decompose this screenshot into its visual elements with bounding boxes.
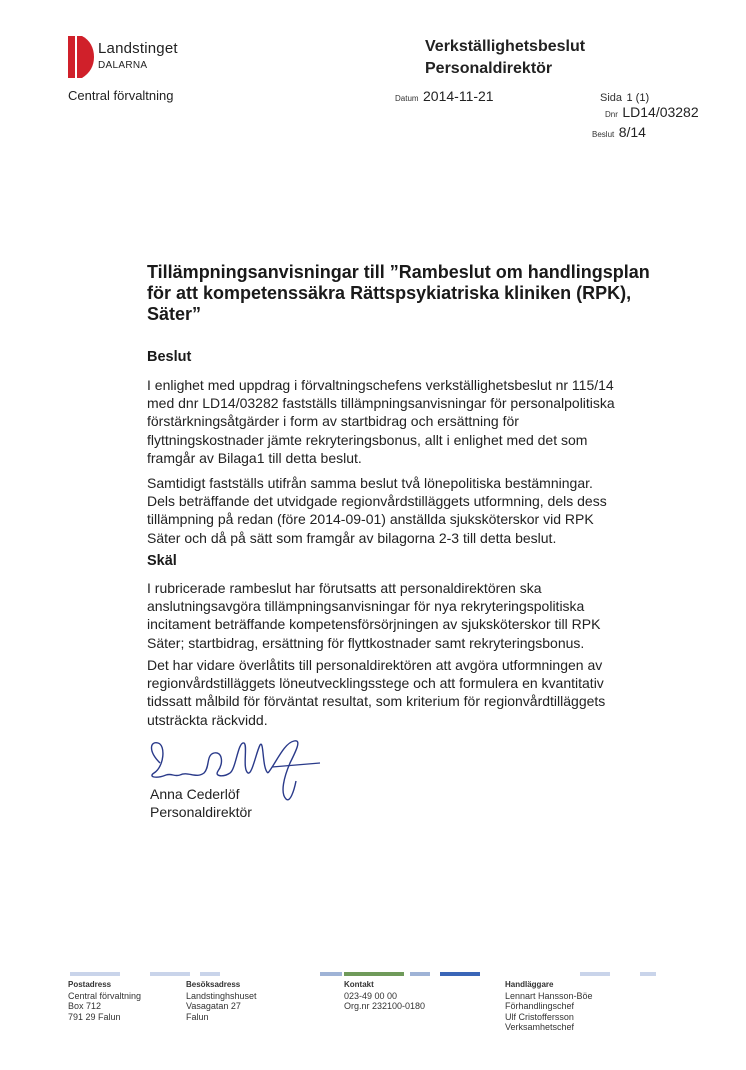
footer-line: 791 29 Falun [68, 1011, 121, 1022]
footer-line: Landstinghshuset [186, 990, 257, 1001]
paragraph-line: flyttningskostnader jämte rekryteringsbonus, allt i enlighet med det som [147, 431, 588, 448]
paragraph-line: Säter och då på sätt som framgår av bilagorna 2-3 till detta beslut. [147, 529, 557, 546]
decision-number-field [592, 124, 646, 142]
document-type: Verkställighetsbeslut [425, 38, 586, 55]
footer-rule [200, 972, 220, 976]
footer-line: 023-49 00 00 [344, 990, 398, 1001]
paragraph-line: tidssatt målbild för förväntat resultat, som kriterium för regionvårdtilläggets [147, 693, 606, 710]
footer-line: Box 712 [68, 1001, 102, 1011]
footer-rule [344, 972, 404, 976]
document-title [147, 262, 667, 325]
paragraph-line: Det har vidare överlåtits till personaldirektören att avgöra utformningen av [147, 657, 603, 673]
footer-label: Besöksadress [186, 980, 241, 989]
dnr-value: LD14/03282 [622, 104, 699, 120]
footer-label: Kontakt [344, 980, 374, 989]
logo-subtitle: DALARNA [98, 60, 148, 71]
title-line: för att kompetenssäkra Rättspsykiatriska kliniken (RPK), [147, 283, 632, 303]
dnr-field [605, 104, 699, 122]
paragraph-line: anslutningsavgöra tillämpningsanvisningar för nya rekryteringspolitiska [147, 598, 585, 615]
date-value: 2014-11-21 [423, 88, 494, 104]
landstinget-logo-mark [68, 36, 94, 78]
paragraph-line: regionvårdstilläggets löneutvecklingsstege och att formulera en kvantitativ [147, 675, 604, 692]
paragraph-line: I enlighet med uppdrag i förvaltningschefens verkställighetsbeslut nr 115/14 [147, 377, 614, 393]
document-role: Personaldirektör [425, 60, 553, 77]
footer-line: Ulf Cristoffersson [505, 1011, 574, 1022]
logo-name: Landstinget [98, 40, 178, 57]
decision-number-label: Beslut [592, 130, 615, 139]
paragraph-line: Säter; startbidrag, ersättning för flyttkostnader samt rekryteringsbonus. [147, 634, 585, 651]
paragraph-4 [147, 656, 605, 729]
date-label: Datum [395, 94, 419, 103]
title-line: Tillämpningsanvisningar till ”Rambeslut om handlingsplan [147, 262, 650, 282]
paragraph-line: framgår av Bilaga1 till detta beslut. [147, 449, 362, 466]
signatory-title: Personaldirektör [150, 804, 252, 820]
page-value: 1 (1) [626, 92, 650, 104]
footer-line: Lennart Hansson-Böe [505, 990, 593, 1001]
footer-line: Verksamhetschef [505, 1022, 575, 1032]
footer-line: Org.nr 232100-0180 [344, 1001, 426, 1011]
section-heading-skal: Skäl [147, 553, 177, 569]
footer-label: Handläggare [505, 980, 554, 989]
section-heading-beslut: Beslut [147, 349, 192, 365]
footer-rule [440, 972, 480, 976]
decision-number-value: 8/14 [618, 124, 646, 140]
footer-line: Vasagatan 27 [186, 1001, 241, 1011]
paragraph-line: utsträckta räckvidd. [147, 711, 268, 728]
footer-postal-address [68, 980, 141, 1022]
footer-line: Förhandlingschef [505, 1001, 575, 1011]
paragraph-line: med dnr LD14/03282 fastställs tillämpningsanvisningar för personalpolitiska [147, 395, 615, 412]
paragraph-line: Samtidigt fastställs utifrån samma beslut två lönepolitiska bestämningar. [147, 475, 593, 491]
title-line: Säter” [147, 304, 202, 324]
landstinget-logo [68, 36, 188, 82]
footer-rule [580, 972, 610, 976]
page-label: Sida [600, 92, 623, 104]
paragraph-line: tillämpning på redan (före 2014-09-01) anställda sjuksköterskor vid RPK [147, 511, 594, 528]
paragraph-1 [147, 376, 615, 467]
footer-handler [505, 980, 593, 1033]
footer-rule [410, 972, 430, 976]
paragraph-2 [147, 474, 607, 547]
paragraph-line: förstärkningsåtgärder i form av startbidrag och ersättning för [147, 413, 519, 430]
department: Central förvaltning [68, 88, 174, 103]
footer-contact [344, 980, 425, 1012]
footer-rule [640, 972, 656, 976]
footer-label: Postadress [68, 980, 112, 989]
footer-visiting-address [186, 980, 257, 1022]
date-field [395, 88, 494, 106]
dnr-label: Dnr [605, 110, 618, 119]
footer-rule [150, 972, 190, 976]
paragraph-line: incitament beträffande kompetensförsörjningen av sjuksköterskor till RPK [147, 616, 601, 633]
footer-line: Central förvaltning [68, 990, 142, 1001]
paragraph-line: I rubricerade rambeslut har förutsatts att personaldirektören ska [147, 580, 542, 596]
footer-rule [320, 972, 342, 976]
footer-rule [70, 972, 120, 976]
paragraph-3 [147, 579, 600, 652]
footer-line: Falun [186, 1011, 209, 1022]
signatory-name: Anna Cederlöf [150, 786, 240, 802]
paragraph-line: Dels beträffande det utvidgade regionvårdstilläggets utformning, dels dess [147, 493, 607, 510]
